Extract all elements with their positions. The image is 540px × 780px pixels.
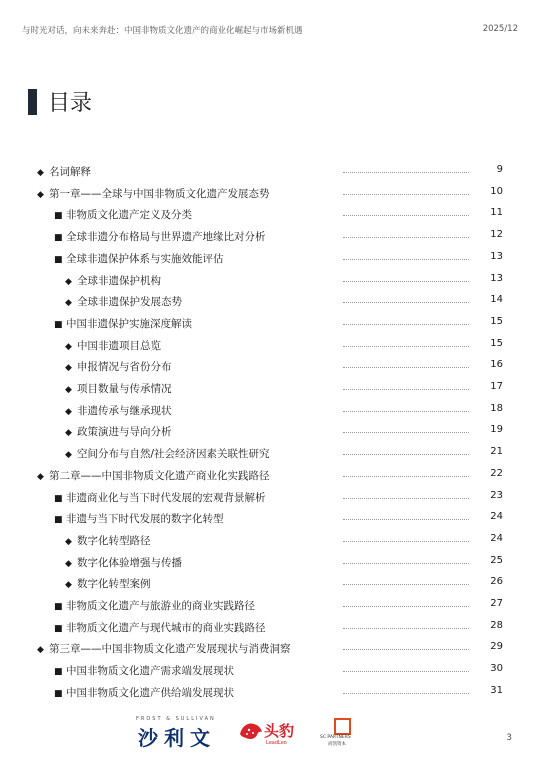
toc-entry[interactable] xyxy=(0,596,540,618)
toc-entry[interactable] xyxy=(0,162,540,184)
toc-leader-dots xyxy=(343,346,469,347)
toc-entry[interactable] xyxy=(0,379,540,401)
toc-entry[interactable] xyxy=(0,683,540,705)
toc-page-number: 13 xyxy=(490,272,503,284)
toc-leader-dots xyxy=(343,259,469,260)
toc-entry[interactable] xyxy=(0,401,540,423)
diamond-bullet-icon: ◆ xyxy=(65,385,72,395)
toc-entry[interactable] xyxy=(0,184,540,206)
toc-leader-dots xyxy=(343,563,469,564)
toc-entry[interactable] xyxy=(0,249,540,271)
diamond-bullet-icon: ◆ xyxy=(37,189,44,200)
toc-page-number: 13 xyxy=(490,250,503,262)
toc-entry-text: 中国非物质文化遗产需求端发展现状 xyxy=(66,665,234,678)
toc-entry-label xyxy=(54,663,234,678)
toc-entry-text: 全球非遗保护机构 xyxy=(77,274,161,287)
toc-entry-label xyxy=(65,555,182,570)
toc-entry-text: 中国非遗保护实施深度解读 xyxy=(66,317,192,330)
toc-page-number: 17 xyxy=(490,381,503,392)
toc-page-number: 27 xyxy=(490,598,503,609)
page-title: 目录 xyxy=(48,91,93,116)
toc-page-number: 11 xyxy=(490,207,503,219)
toc-page-number: 31 xyxy=(490,684,503,696)
diamond-bullet-icon: ◆ xyxy=(65,363,72,374)
toc-entry-text: 数字化转型案例 xyxy=(77,578,151,591)
toc-page-number: 29 xyxy=(490,641,503,653)
toc-entry-label xyxy=(65,533,151,548)
toc-entry-label xyxy=(65,338,161,353)
square-bullet-icon: ■ xyxy=(54,602,63,612)
square-bullet-icon: ■ xyxy=(54,233,63,244)
diamond-bullet-icon: ◆ xyxy=(65,298,72,309)
sc-square-icon xyxy=(334,718,351,735)
toc-leader-dots xyxy=(343,693,469,694)
toc-page-number: 22 xyxy=(490,467,503,479)
toc-leader-dots xyxy=(343,606,469,607)
toc-page-number: 23 xyxy=(490,489,503,501)
toc-entry-text: 非遗商业化与当下时代发展的宏观背景解析 xyxy=(66,491,266,504)
toc-entry-label xyxy=(54,511,224,526)
toc-page-number: 19 xyxy=(490,424,503,436)
toc-entry-text: 非遗与当下时代发展的数字化转型 xyxy=(66,513,224,526)
toc-entry-label xyxy=(65,446,270,461)
toc-leader-dots xyxy=(343,454,469,455)
toc-entry-text: 空间分布与自然/社会经济因素关联性研究 xyxy=(77,448,270,461)
toc-entry-text: 全球非遗保护发展态势 xyxy=(77,296,182,309)
toc-entry-label xyxy=(65,403,172,418)
square-bullet-icon: ■ xyxy=(54,319,63,330)
toc-entry-text: 申报情况与省份分布 xyxy=(77,361,172,374)
toc-page-number: 15 xyxy=(490,337,503,349)
toc-page-number: 12 xyxy=(490,229,503,241)
toc-entry-label xyxy=(54,251,224,266)
toc-page-number: 15 xyxy=(490,315,503,327)
toc-entry-text: 政策演进与导向分析 xyxy=(77,426,172,439)
toc-entry[interactable] xyxy=(0,422,540,444)
toc-entry-label xyxy=(37,468,270,483)
toc-page-number: 24 xyxy=(490,511,503,523)
header-date: 2025/12 xyxy=(482,24,518,34)
square-bullet-icon: ■ xyxy=(54,688,63,699)
running-header xyxy=(22,24,518,38)
diamond-bullet-icon: ◆ xyxy=(65,536,72,547)
toubao-logo: 头豹 LeadLeo xyxy=(238,718,302,748)
toc-leader-dots xyxy=(343,281,469,282)
toc-entry-label xyxy=(54,620,266,635)
toc-entry[interactable] xyxy=(0,336,540,358)
toc-entry-label xyxy=(54,685,234,700)
frost-sullivan-logo: FROST & SULLIVAN 沙利文 xyxy=(136,716,216,750)
toc-leader-dots xyxy=(343,628,469,629)
toc-entry[interactable] xyxy=(0,618,540,640)
toc-leader-dots xyxy=(343,411,469,412)
square-bullet-icon: ■ xyxy=(54,515,63,526)
toc-leader-dots xyxy=(343,172,469,173)
toc-entry-label xyxy=(65,424,172,439)
diamond-bullet-icon: ◆ xyxy=(37,471,44,482)
toc-entry-label xyxy=(65,359,172,374)
toc-entry[interactable] xyxy=(0,314,540,336)
toc-entry-label xyxy=(54,316,192,331)
diamond-bullet-icon: ◆ xyxy=(37,168,44,178)
toc-leader-dots xyxy=(343,584,469,585)
toc-page-number: 25 xyxy=(490,554,503,566)
square-bullet-icon: ■ xyxy=(54,211,63,222)
sc-partners-logo: SC PARTNERS 尚凯资本 xyxy=(320,718,370,748)
toc-page-number: 26 xyxy=(490,576,503,588)
toc-entry-label xyxy=(54,229,266,244)
toc-entry-text: 全球非遗分布格局与世界遗产地缘比对分析 xyxy=(66,231,266,244)
toc-entry-text: 名词解释 xyxy=(49,166,91,178)
diamond-bullet-icon: ◆ xyxy=(65,428,72,439)
toc-entry-label xyxy=(54,207,192,222)
toc-entry-label xyxy=(37,641,291,656)
toc-entry-text: 中国非遗项目总览 xyxy=(77,339,161,352)
page-number: 3 xyxy=(506,733,512,743)
toc-entry-text: 非物质文化遗产定义及分类 xyxy=(66,209,192,222)
toc-entry-label xyxy=(65,294,182,309)
toc-entry-text: 中国非物质文化遗产供给端发展现状 xyxy=(66,686,234,699)
toc-entry[interactable] xyxy=(0,574,540,596)
diamond-bullet-icon: ◆ xyxy=(65,580,72,591)
toc-entry-label xyxy=(65,576,151,591)
toc-entry-label xyxy=(37,186,270,201)
toc-leader-dots xyxy=(343,194,469,195)
toc-entry[interactable] xyxy=(0,205,540,227)
toc-entry-label xyxy=(65,381,172,396)
toc-entry-text: 第一章——全球与中国非物质文化遗产发展态势 xyxy=(49,187,270,200)
toc-leader-dots xyxy=(343,389,469,390)
toc-leader-dots xyxy=(343,302,469,303)
toc-page-number: 9 xyxy=(496,164,503,175)
toc-leader-dots xyxy=(343,324,469,325)
toc-leader-dots xyxy=(343,498,469,499)
toc-leader-dots xyxy=(343,432,469,433)
square-bullet-icon: ■ xyxy=(54,254,63,265)
toc-page-number: 21 xyxy=(490,446,503,458)
toc-leader-dots xyxy=(343,541,469,542)
square-bullet-icon: ■ xyxy=(54,623,63,634)
toc-entry-label xyxy=(37,164,91,179)
toc-entry-text: 非物质文化遗产与旅游业的商业实践路径 xyxy=(66,600,255,612)
toc-leader-dots xyxy=(343,671,469,672)
diamond-bullet-icon: ◆ xyxy=(65,276,72,287)
toc-page-number: 18 xyxy=(490,402,503,414)
toc-entry-text: 全球非遗保护体系与实施效能评估 xyxy=(66,252,224,265)
toc-entry-text: 非物质文化遗产与现代城市的商业实践路径 xyxy=(66,621,266,634)
toc-leader-dots xyxy=(343,367,469,368)
toc-leader-dots xyxy=(343,215,469,216)
toc-page-number: 10 xyxy=(490,185,503,197)
diamond-bullet-icon: ◆ xyxy=(65,406,72,417)
diamond-bullet-icon: ◆ xyxy=(37,645,44,656)
toc-entry[interactable] xyxy=(0,466,540,488)
toc-entry-text: 项目数量与传承情况 xyxy=(77,383,172,395)
square-bullet-icon: ■ xyxy=(54,667,63,678)
toc-entry-label xyxy=(54,598,255,613)
toc-page-number: 28 xyxy=(490,619,503,631)
toc-page-number: 24 xyxy=(490,532,503,544)
toc-entry[interactable] xyxy=(0,639,540,661)
toc-entry-text: 非遗传承与继承现状 xyxy=(77,404,172,417)
leopard-icon xyxy=(238,720,264,742)
header-report-title: 与时光对话，向未来奔赴：中国非物质文化遗产的商业化崛起与市场新机遇 xyxy=(22,26,303,36)
diamond-bullet-icon: ◆ xyxy=(65,341,72,352)
heading-accent-bar xyxy=(28,89,37,115)
toc-entry[interactable] xyxy=(0,357,540,379)
footer-logos xyxy=(130,716,370,750)
square-bullet-icon: ■ xyxy=(54,493,63,504)
toc-entry[interactable] xyxy=(0,509,540,531)
toc-page-number: 30 xyxy=(490,663,503,675)
toc-entry[interactable] xyxy=(0,444,540,466)
toc-page-number: 16 xyxy=(490,359,503,371)
toc-entry[interactable] xyxy=(0,488,540,510)
toc-entry-text: 数字化转型路径 xyxy=(77,534,151,547)
toc-entry[interactable] xyxy=(0,553,540,575)
diamond-bullet-icon: ◆ xyxy=(65,558,72,569)
toc-entry[interactable] xyxy=(0,292,540,314)
toc-entry[interactable] xyxy=(0,531,540,553)
toc-leader-dots xyxy=(343,476,469,477)
toc-entry[interactable] xyxy=(0,661,540,683)
toc-entry-label xyxy=(54,490,266,505)
toc-leader-dots xyxy=(343,237,469,238)
toc-entry[interactable] xyxy=(0,271,540,293)
toc-entry-text: 第三章——中国非物质文化遗产发展现状与消费洞察 xyxy=(49,643,291,656)
toc-entry-label xyxy=(65,273,161,288)
toc-leader-dots xyxy=(343,519,469,520)
toc-entry-text: 数字化体验增强与传播 xyxy=(77,556,182,569)
toc-leader-dots xyxy=(343,649,469,650)
toc-entry[interactable] xyxy=(0,227,540,249)
toc-entry-text: 第二章——中国非物质文化遗产商业化实践路径 xyxy=(49,469,270,482)
diamond-bullet-icon: ◆ xyxy=(65,450,72,461)
toc-page-number: 14 xyxy=(490,294,503,306)
